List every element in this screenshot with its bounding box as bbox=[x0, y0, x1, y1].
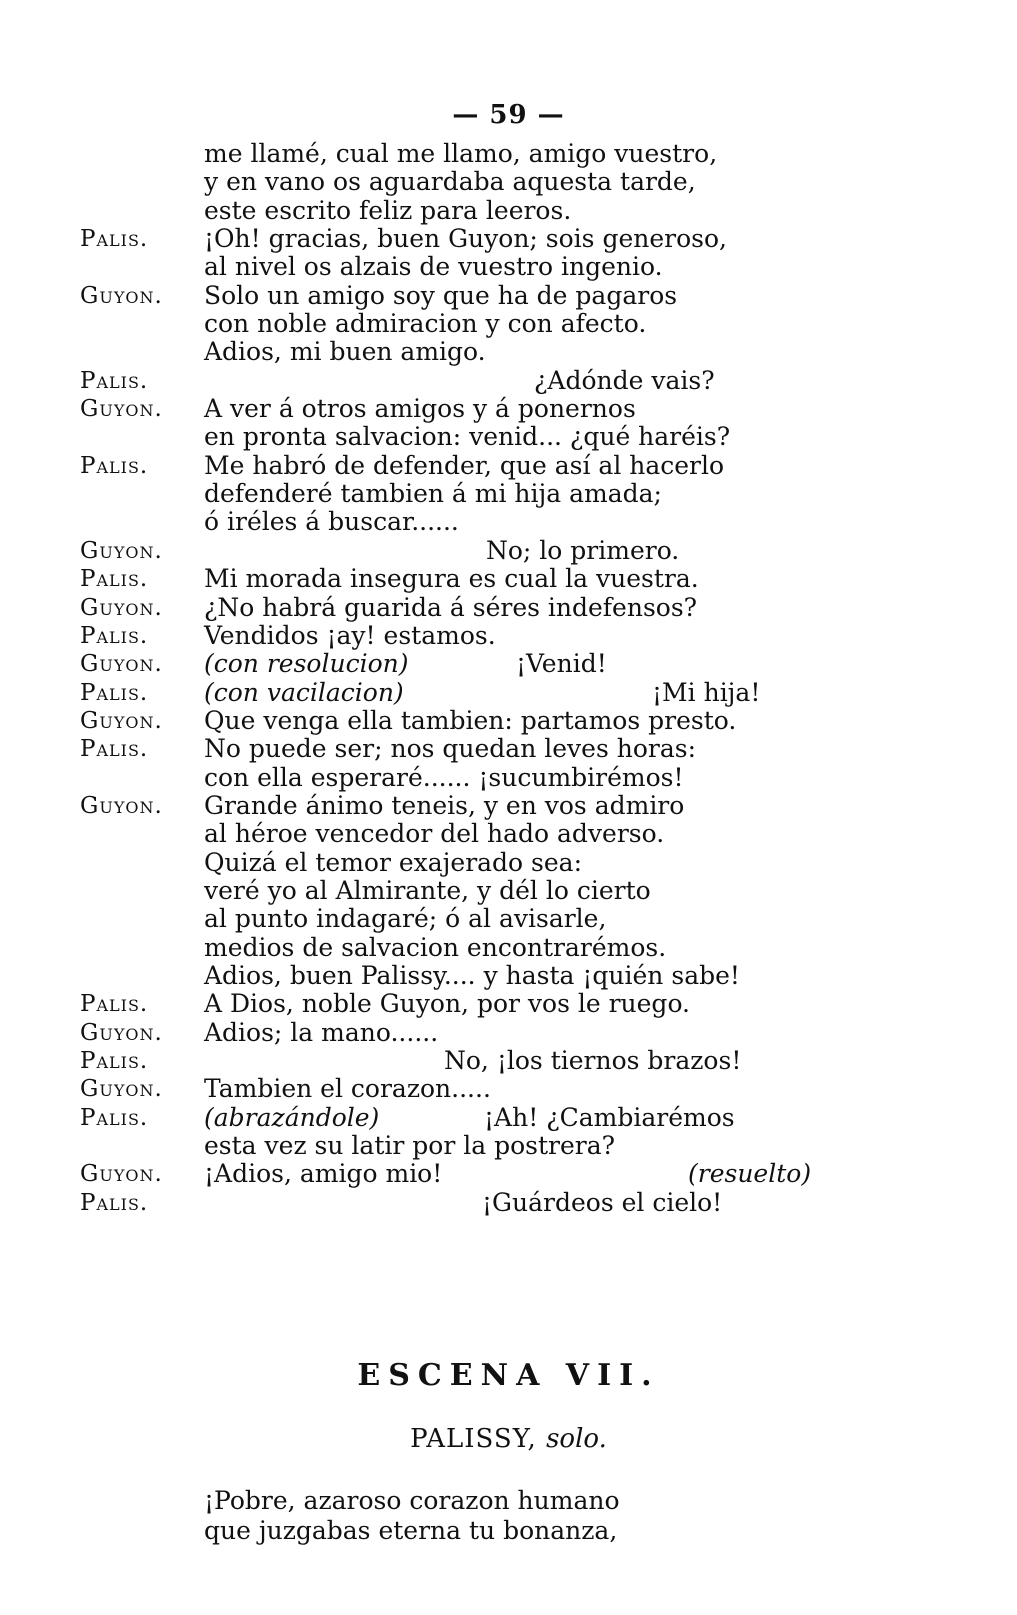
verse-text: Grande ánimo teneis, y en vos admiro bbox=[204, 790, 685, 820]
verse-text-continued: No, ¡los tiernos brazos! bbox=[444, 1046, 742, 1075]
verse-line: que juzgabas eterna tu bonanza, bbox=[204, 1516, 618, 1545]
line-text bbox=[204, 480, 662, 508]
verse-text: ó iréles á buscar...... bbox=[204, 507, 459, 537]
verse-text: A Dios, noble Guyon, por vos le ruego. bbox=[204, 989, 690, 1019]
dialogue-line bbox=[80, 423, 950, 451]
line-text bbox=[204, 677, 761, 707]
speaker-name: Palis. bbox=[80, 679, 149, 706]
speaker-name: Palis. bbox=[80, 622, 149, 649]
dialogue-line bbox=[80, 225, 950, 253]
verse-text: Adios, buen Palissy.... y hasta ¡quién sabe! bbox=[204, 960, 740, 990]
line-text bbox=[204, 594, 697, 622]
verse-text: Quizá el temor exajerado sea: bbox=[204, 847, 583, 877]
verse-text: al nivel os alzais de vuestro ingenio. bbox=[204, 252, 663, 282]
line-text bbox=[204, 622, 496, 650]
dialogue-line bbox=[80, 338, 950, 366]
line-text bbox=[204, 140, 717, 168]
verse-text: esta vez su latir por la postrera? bbox=[204, 1131, 616, 1161]
dialogue-line bbox=[80, 707, 950, 735]
stage-direction: (abrazándole) bbox=[204, 1102, 380, 1132]
dialogue-line bbox=[80, 310, 950, 338]
dialogue-line bbox=[80, 905, 950, 933]
dialogue-line bbox=[80, 849, 950, 877]
verse-text: Me habró de defender, que así al hacerlo bbox=[204, 450, 725, 480]
line-text bbox=[204, 1102, 735, 1132]
line-text bbox=[204, 735, 696, 763]
line-text bbox=[204, 508, 459, 536]
verse-text: con ella esperaré...... ¡sucumbirémos! bbox=[204, 762, 684, 792]
dialogue-line bbox=[80, 1189, 950, 1217]
line-text bbox=[204, 1019, 438, 1047]
speaker-name: Guyon. bbox=[80, 651, 163, 678]
line-text bbox=[204, 565, 699, 593]
dialogue-line bbox=[80, 197, 950, 225]
verse-text: ¡Adios, amigo mio! bbox=[204, 1159, 443, 1189]
line-text bbox=[204, 452, 724, 480]
dialogue-line bbox=[80, 508, 950, 536]
speaker-name: Palis. bbox=[80, 1048, 149, 1074]
verse-text-continued: ¿Adónde vais? bbox=[534, 365, 715, 395]
verse-text: al héroe vencedor del hado adverso. bbox=[204, 819, 665, 849]
speaker-name: Guyon. bbox=[80, 594, 163, 621]
verse-text: Adios; la mano...... bbox=[204, 1017, 439, 1047]
dialogue-line bbox=[80, 168, 950, 196]
dialogue-line bbox=[80, 962, 950, 990]
speaker-name: Guyon. bbox=[80, 792, 163, 819]
scene-character-line bbox=[0, 1424, 1017, 1454]
verse-line: ¡Pobre, azaroso corazon humano bbox=[204, 1486, 620, 1515]
dialogue-line bbox=[80, 820, 950, 848]
speaker-name: Palis. bbox=[80, 367, 149, 394]
line-text bbox=[204, 225, 727, 253]
dialogue-line bbox=[80, 1160, 950, 1188]
dialogue-line bbox=[80, 565, 950, 593]
line-text bbox=[204, 253, 663, 281]
line-text bbox=[204, 649, 607, 679]
line-text bbox=[204, 962, 740, 990]
line-text bbox=[204, 792, 684, 820]
dialogue-line bbox=[80, 537, 950, 565]
dialogue-line bbox=[80, 877, 950, 905]
verse-text: A ver á otros amigos y á ponernos bbox=[204, 394, 636, 424]
verse-text: Que venga ella tambien: partamos presto. bbox=[204, 705, 737, 735]
verse-text: medios de salvacion encontrarémos. bbox=[204, 932, 667, 962]
speaker-name: Palis. bbox=[80, 452, 149, 479]
line-text bbox=[204, 310, 646, 338]
dialogue-line bbox=[80, 253, 950, 281]
line-text bbox=[204, 197, 571, 225]
speaker-name: Guyon. bbox=[80, 282, 163, 309]
speaker-name: Guyon. bbox=[80, 537, 163, 564]
dialogue-line bbox=[80, 735, 950, 763]
dialogue-line bbox=[80, 679, 950, 707]
speaker-name: Guyon. bbox=[80, 396, 163, 423]
dialogue-line bbox=[80, 792, 950, 820]
dialogue-line bbox=[80, 1075, 950, 1103]
dialogue-line bbox=[80, 1104, 950, 1132]
dialogue-line bbox=[80, 594, 950, 622]
dialogue-line bbox=[80, 367, 950, 395]
speaker-name: Guyon. bbox=[80, 1076, 163, 1103]
line-text bbox=[204, 877, 651, 905]
dialogue-line bbox=[80, 140, 950, 168]
verse-text: con noble admiracion y con afecto. bbox=[204, 309, 647, 339]
verse-text: defenderé tambien á mi hija amada; bbox=[204, 479, 662, 509]
line-text bbox=[204, 168, 696, 196]
verse-text-continued: ¡Venid! bbox=[516, 649, 607, 679]
verse-text: al punto indagaré; ó al avisarle, bbox=[204, 904, 607, 934]
dialogue-line bbox=[80, 650, 950, 678]
line-text bbox=[204, 905, 606, 933]
verse-text: ¿No habrá guarida á séres indefensos? bbox=[204, 592, 698, 622]
speaker-name: Palis. bbox=[80, 736, 149, 763]
verse-text: Tambien el corazon..... bbox=[204, 1074, 491, 1104]
speaker-name: Palis. bbox=[80, 1104, 149, 1131]
line-text bbox=[204, 1075, 491, 1103]
stage-direction: (con vacilacion) bbox=[204, 677, 404, 707]
verse-block bbox=[204, 1486, 904, 1546]
line-text bbox=[204, 1132, 615, 1160]
verse-text-continued: ¡Mi hija! bbox=[652, 677, 761, 707]
speaker-name: Guyon. bbox=[80, 707, 163, 734]
line-text bbox=[204, 820, 664, 848]
line-text bbox=[204, 849, 582, 877]
dialogue-line bbox=[80, 395, 950, 423]
line-text bbox=[204, 1159, 812, 1189]
speaker-name: Palis. bbox=[80, 566, 149, 593]
dialogue-line bbox=[80, 1132, 950, 1160]
line-text bbox=[204, 395, 636, 423]
line-text bbox=[204, 764, 684, 792]
verse-text-continued: ¡Guárdeos el cielo! bbox=[482, 1187, 723, 1217]
page-number: — 59 — bbox=[452, 100, 565, 130]
line-text bbox=[204, 990, 690, 1018]
dialogue-line bbox=[80, 1019, 950, 1047]
scene-stage-direction: solo. bbox=[546, 1424, 607, 1454]
verse-text: veré yo al Almirante, y dél lo cierto bbox=[204, 875, 651, 905]
dialogue-line bbox=[80, 934, 950, 962]
dialogue-line bbox=[80, 480, 950, 508]
verse-text: No puede ser; nos quedan leves horas: bbox=[204, 734, 696, 764]
dialogue-line bbox=[80, 622, 950, 650]
verse-text: Vendidos ¡ay! estamos. bbox=[204, 620, 496, 650]
verse-text: Solo un amigo soy que ha de pagaros bbox=[204, 280, 678, 310]
dialogue-line bbox=[80, 1047, 950, 1075]
dialogue-line bbox=[80, 452, 950, 480]
dialogue-block bbox=[80, 140, 950, 1217]
scene-character: PALISSY, bbox=[410, 1424, 537, 1454]
line-text bbox=[204, 338, 486, 366]
verse-text: Adios, mi buen amigo. bbox=[204, 337, 486, 367]
speaker-name: Palis. bbox=[80, 226, 149, 253]
verse-text: ¡Oh! gracias, buen Guyon; sois generoso, bbox=[204, 224, 727, 254]
speaker-name: Palis. bbox=[80, 991, 149, 1018]
speaker-name: Guyon. bbox=[80, 1019, 163, 1046]
dialogue-line bbox=[80, 990, 950, 1018]
line-text bbox=[204, 934, 666, 962]
verse-text: y en vano os aguardaba aquesta tarde, bbox=[204, 167, 696, 197]
stage-direction: (resuelto) bbox=[688, 1159, 812, 1189]
line-text bbox=[204, 423, 730, 451]
verse-text-continued: ¡Ah! ¿Cambiarémos bbox=[484, 1102, 735, 1132]
line-text bbox=[204, 282, 677, 310]
verse-text: este escrito feliz para leeros. bbox=[204, 195, 572, 225]
verse-text: en pronta salvacion: venid... ¿qué haréis? bbox=[204, 422, 731, 452]
verse-text: me llamé, cual me llamo, amigo vuestro, bbox=[204, 139, 718, 168]
verse-text-continued: No; lo primero. bbox=[486, 535, 680, 565]
verse-text: Mi morada insegura es cual la vuestra. bbox=[204, 564, 699, 594]
speaker-name: Guyon. bbox=[80, 1161, 163, 1188]
scene-heading: ESCENA VII. bbox=[357, 1358, 660, 1393]
speaker-name: Palis. bbox=[80, 1189, 149, 1216]
dialogue-line bbox=[80, 764, 950, 792]
stage-direction: (con resolucion) bbox=[204, 649, 409, 679]
line-text bbox=[204, 707, 736, 735]
dialogue-line bbox=[80, 282, 950, 310]
